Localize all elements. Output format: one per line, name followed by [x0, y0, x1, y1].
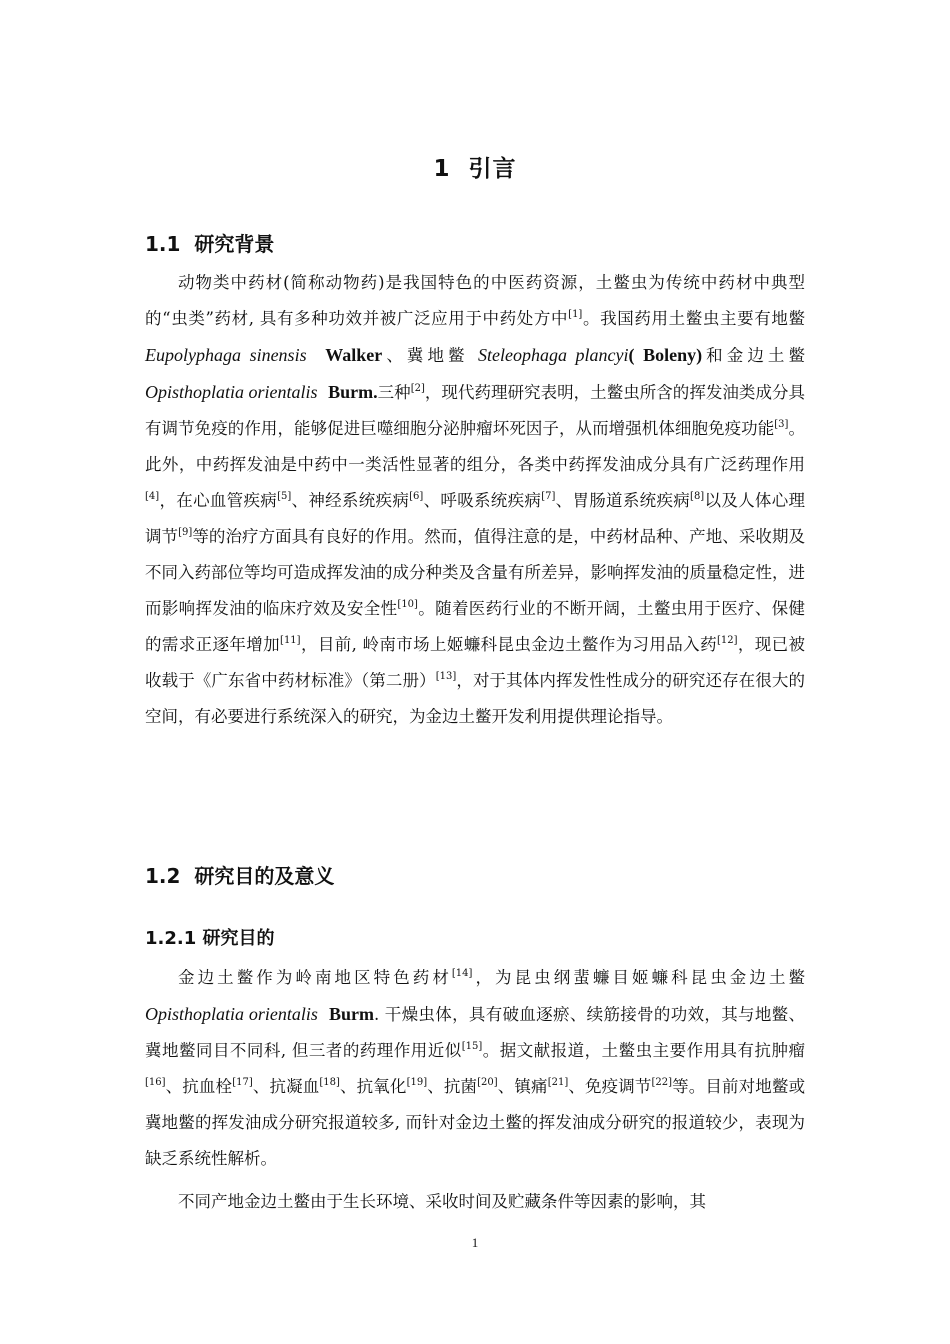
citation: [9] — [178, 526, 193, 538]
latin-name: Steleophaga plancyi — [477, 345, 629, 365]
text-run: ，在心血管疾病 — [159, 491, 278, 510]
subsection-heading-1-2-1 — [145, 924, 275, 950]
chapter-number: 1 — [433, 156, 451, 182]
text-run: 、抗氧化 — [339, 1077, 407, 1096]
text-run: 。据文献报道，土鳖虫主要作用具有抗肿瘤 — [482, 1041, 806, 1060]
chapter-title-text: 引言 — [468, 156, 517, 182]
citation: [5] — [277, 490, 292, 502]
citation: [8] — [690, 490, 705, 502]
citation: [3] — [774, 418, 789, 430]
text-run: 三种 — [377, 383, 411, 402]
authority: Burm. — [328, 382, 378, 402]
citation: [20] — [477, 1076, 498, 1088]
citation: [21] — [547, 1076, 569, 1088]
citation: [16] — [145, 1076, 166, 1088]
citation: [13] — [435, 670, 457, 682]
subsection-number: 1.2.1 — [145, 928, 197, 949]
text-run: 等。目前对地鳖或冀地鳖的挥发油成分研究报道较多, 而针对金边土鳖的挥发油成分研究的报道较少，表现为缺乏系统性解析。 — [145, 1077, 806, 1168]
purpose-paragraph — [145, 960, 805, 1177]
text-run: 不同产地金边土鳖由于生长环境、采收时间及贮藏条件等因素的影响，其 — [178, 1192, 706, 1211]
citation: [12] — [716, 634, 738, 646]
latin-name: Opisthoplatia orientalis — [145, 1004, 318, 1024]
section-number: 1.2 — [145, 864, 181, 888]
citation: [18] — [319, 1076, 340, 1088]
citation: [6] — [409, 490, 424, 502]
citation: [2] — [410, 382, 425, 394]
citation: [22] — [651, 1076, 673, 1088]
citation: [1] — [568, 308, 583, 320]
text-run: 、神经系统疾病 — [291, 491, 410, 510]
text-run: 、镇痛 — [497, 1077, 548, 1096]
text-run: . 干燥虫体，具有破血逐瘀、续筋接骨的功效，其与地鳖、冀地鳖同目不同科, 但三者的药理作用近似 — [145, 1005, 805, 1060]
citation: [11] — [280, 634, 301, 646]
text-run: ，对于其体内挥发性性成分的研究还存在很大的空间，有必要进行系统深入的研究，为金边土鳖开发利用提供理论指导。 — [145, 671, 806, 726]
section-heading-1-2 — [145, 860, 334, 889]
text-run: 、抗血栓 — [165, 1077, 233, 1096]
text-run: 、抗凝血 — [252, 1077, 320, 1096]
text-run: 、冀地鳖 — [382, 346, 469, 365]
text-run: 。我国药用土鳖虫主要有地鳖 — [582, 309, 805, 328]
text-run: 。此外，中药挥发油是中药中一类活性显著的组分，各类中药挥发油成分具有广泛药理作用 — [145, 419, 806, 474]
text-run: ，现已被收载于《广东省中药材标准》（第二册） — [145, 635, 806, 690]
section-title: 研究背景 — [194, 232, 275, 256]
citation: [19] — [406, 1076, 428, 1088]
text-run: 动物类中药材(简称动物药)是我国特色的中医药资源，土鳖虫为传统中药材中典型的“虫类”药材, 具有多种功效并被广泛应用于中药处方中 — [145, 273, 805, 328]
citation: [10] — [397, 598, 418, 610]
section-number: 1.1 — [145, 232, 181, 256]
citation: [17] — [232, 1076, 253, 1088]
citation: [4] — [145, 490, 160, 502]
section-title: 研究目的及意义 — [194, 864, 335, 888]
citation: [7] — [541, 490, 556, 502]
latin-name: Eupolyphaga sinensis — [145, 345, 307, 365]
text-run: ，现代药理研究表明，土鳖虫所含的挥发油类成分具有调节免疫的作用，能够促进巨噬细胞分泌肿瘤坏死因子，从而增强机体细胞免疫功能 — [145, 383, 806, 438]
text-run: ，为昆虫纲蜚蠊目姬蠊科昆虫金边土鳖 — [472, 968, 806, 987]
citation: [15] — [461, 1040, 483, 1052]
section-heading-1-1 — [145, 228, 274, 257]
authority: Walker — [325, 345, 383, 365]
text-run: 、免疫调节 — [568, 1077, 652, 1096]
authority: Burm — [328, 1004, 374, 1024]
text-run: ，目前, 岭南市场上姬蠊科昆虫金边土鳖作为习用品入药 — [300, 635, 717, 654]
chapter-title — [0, 150, 950, 183]
text-run: 等的治疗方面具有良好的作用。然而，值得注意的是，中药材品种、产地、采收期及不同入药部位等均可造成挥发油的成分种类及含量有所差异，影响挥发油的质量稳定性，进而影响挥发油的临床疗效及安全性 — [145, 527, 806, 618]
latin-name: Opisthoplatia orientalis — [145, 382, 318, 402]
text-run: 、胃肠道系统疾病 — [555, 491, 691, 510]
citation: [14] — [451, 967, 473, 979]
text-run: 和金边土鳖 — [702, 346, 805, 365]
page-number: 1 — [471, 1235, 479, 1250]
text-run: 以及人体心理调节 — [145, 491, 806, 546]
authority: ( Boleny) — [628, 345, 703, 365]
text-run: 。随着医药行业的不断开阔，土鳖虫用于医疗、保健的需求正逐年增加 — [145, 599, 805, 654]
subsection-title: 研究目的 — [202, 928, 275, 949]
text-run: 、抗菌 — [427, 1077, 478, 1096]
background-paragraph — [145, 265, 805, 735]
text-run: 、呼吸系统疾病 — [423, 491, 542, 510]
text-run: 金边土鳖作为岭南地区特色药材 — [178, 968, 452, 987]
continuation-paragraph — [145, 1184, 805, 1220]
